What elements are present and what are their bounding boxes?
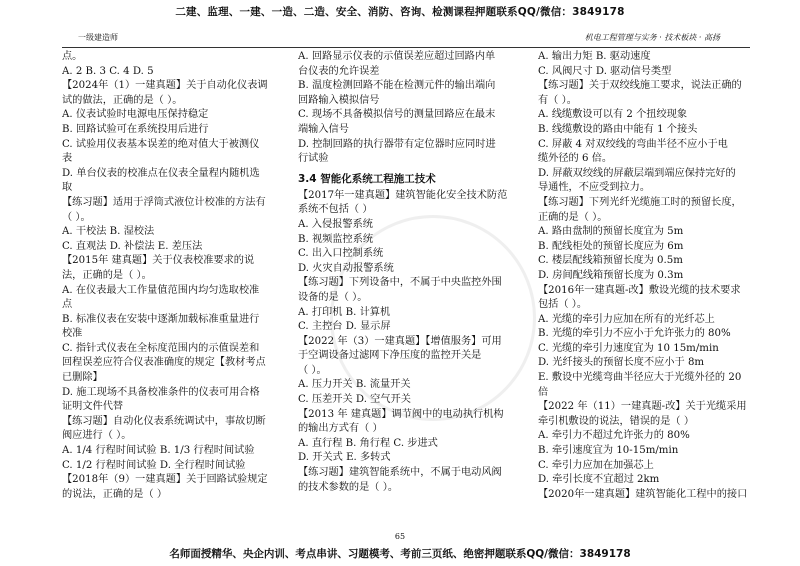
- column-left: [62, 50, 284, 528]
- text-line: A. 1/4 行程时间试验 B. 1/3 行程时间试验: [62, 445, 255, 457]
- text-line: C. 压差开关 D. 空气开关: [298, 394, 411, 406]
- top-banner: 二建、监理、一建、一造、二造、安全、消防、咨询、检测课程押题联系QQ/微信：3849178: [175, 6, 625, 18]
- text-line: 回程误差应符合仪表准确度的规定【教材考点: [62, 357, 266, 369]
- text-line: 系统不包括（ ）: [298, 204, 373, 216]
- text-line: 行试验: [298, 153, 329, 165]
- text-line: C. 1/2 行程时间试验 D. 全行程时间试验: [62, 459, 246, 471]
- text-line: C. 指针式仪表在全标度范围内的示值误差和: [62, 342, 260, 354]
- text-line: A. 打印机 B. 计算机: [298, 306, 391, 318]
- text-line: 【2018年（9）一建真题】关于回路试验规定: [62, 474, 268, 486]
- column-right: [538, 50, 752, 528]
- text-line: A. 线缆敷设可以有 2 个扭绞现象: [538, 109, 688, 121]
- text-line: D. 光纤接头的预留长度不应小于 8m: [538, 357, 705, 369]
- text-line: A. 直行程 B. 角行程 C. 步进式: [298, 437, 438, 449]
- text-line: 法，正确的是（ ）。: [62, 269, 152, 281]
- text-line: 证明文件代替: [62, 401, 124, 413]
- text-line: C. 试验用仪表基本误差的绝对值大于被测仪: [62, 138, 260, 150]
- text-line: D. 开关式 E. 多转式: [298, 452, 391, 464]
- page-number: 65: [394, 532, 406, 541]
- text-line: A. 压力开关 B. 流量开关: [298, 379, 411, 391]
- header-right: 机电工程管理与实务 · 技术板块 · 高扬: [584, 33, 720, 42]
- text-line: 已删除】: [62, 372, 103, 384]
- text-line: 取: [62, 182, 73, 194]
- text-line: 台仪表的允许误差: [298, 65, 380, 77]
- text-line: D. 屏蔽双绞线的屏蔽层端到端应保持完好的: [538, 167, 736, 179]
- text-line: B. 牵引速度宜为 10-15m/min: [538, 445, 679, 457]
- header-left: 一级建造师: [78, 33, 118, 42]
- text-line: 牵引机敷设的说法，错误的是（ ）: [538, 415, 695, 427]
- text-line: 【2022 年（11）一建真题-改】关于光缆采用: [538, 401, 747, 413]
- text-line: B. 配线柜处的预留长度应为 6m: [538, 240, 684, 252]
- text-line: B. 线缆敷设的路由中能有 1 个接头: [538, 123, 698, 135]
- text-line: C. 现场不具备模拟信号的测量回路应在最末: [298, 109, 496, 121]
- text-line: A. 干校法 B. 湿校法: [62, 226, 155, 238]
- text-line: 【2015年 建真题】关于仪表校准要求的说: [62, 255, 255, 267]
- header-rule: [62, 47, 750, 48]
- text-line: D. 房间配线箱预留长度为 0.3m: [538, 269, 684, 281]
- text-line: （ ）。: [62, 211, 91, 223]
- page-body: [62, 50, 752, 528]
- text-line: 点: [62, 299, 73, 311]
- text-line: 倍: [538, 386, 549, 398]
- text-line: D. 火灾自动报警系统: [298, 262, 394, 274]
- text-line: B. 标准仪表在安装中逐渐加载标准重量进行: [62, 313, 260, 325]
- text-line: D. 牵引长度不宜超过 2km: [538, 474, 660, 486]
- text-line: A. 光缆的牵引力应加在所有的光纤芯上: [538, 313, 715, 325]
- text-line: B. 回路试验可在系统投用后进行: [62, 123, 209, 135]
- text-line: A. 仪表试验时电源电压保持稳定: [62, 109, 209, 121]
- text-line: C. 光缆的牵引力速度宜为 10 15m/min: [538, 342, 719, 354]
- text-line: 缆外径的 6 倍。: [538, 153, 613, 165]
- text-line: 正确的是（ ）。: [538, 211, 608, 223]
- text-line: 的技术参数的是（ ）。: [298, 481, 399, 493]
- text-line: 试的做法，正确的是（ ）。: [62, 94, 183, 106]
- text-line: 校准: [62, 328, 83, 340]
- text-line: 【2017年一建真题】建筑智能化安全技术防范: [298, 189, 508, 201]
- text-line: 包括（ ）。: [538, 299, 588, 311]
- text-line: （ ）。: [298, 364, 327, 376]
- text-line: A. 在仪表最大工作量值范围内均匀选取校准: [62, 284, 260, 296]
- text-line: 设备的是（ ）。: [298, 291, 368, 303]
- text-line: D. 单台仪表的校准点在仪表全量程内随机选: [62, 167, 260, 179]
- text-line: C. 牵引力应加在加强芯上: [538, 459, 654, 471]
- text-line: 【2024年（1）一建真题】关于自动化仪表调: [62, 80, 268, 92]
- text-line: 【2016年一建真题-改】敷设光缆的技术要求: [538, 284, 741, 296]
- text-line: C. 风阀尺寸 D. 驱动信号类型: [538, 65, 672, 77]
- text-line: 端输入信号: [298, 123, 349, 135]
- text-line: 有（ ）。: [538, 94, 577, 106]
- text-line: 的说法，正确的是（ ）: [62, 488, 168, 500]
- text-line: 于空调设备过滤网下净压度的监控开关是: [298, 350, 482, 362]
- text-line: 的输出方式有（ ）: [298, 423, 383, 435]
- text-line: A. 回路显示仪表的示值误差应超过回路内单: [298, 51, 496, 62]
- text-line: C. 直观法 D. 补偿法 E. 差压法: [62, 240, 203, 252]
- text-line: B. 视频监控系统: [298, 233, 374, 245]
- text-line: A. 2 B. 3 C. 4 D. 5: [62, 65, 154, 77]
- text-line: 【练习题】下列光纤光缆施工时的预留长度，: [538, 196, 742, 208]
- text-line: A. 牵引力不超过允许张力的 80%: [538, 430, 690, 442]
- text-line: 【练习题】关于双绞线施工要求，说法正确的: [538, 80, 742, 92]
- text-line: 【2013 年 建真题】调节阀中的电动执行机构: [298, 408, 504, 420]
- text-line: 回路输入模拟信号: [298, 94, 380, 106]
- text-line: A. 入侵报警系统: [298, 218, 373, 230]
- text-line: E. 敷设中光缆弯曲半径应大于光缆外径的 20: [538, 372, 742, 384]
- text-line: C. 出入口控制系统: [298, 248, 384, 260]
- text-line: A. 输出力矩 B. 驱动速度: [538, 51, 651, 62]
- text-line: D. 施工现场不具备校准条件的仪表可用合格: [62, 386, 260, 398]
- text-line: 表: [62, 153, 73, 165]
- text-line: C. 屏蔽 4 对双绞线的弯曲半径不应小于电: [538, 138, 728, 150]
- text-line: 导通性，不应受到拉力。: [538, 182, 651, 194]
- text-line: 【练习题】下列设备中，不属于中央监控外围: [298, 277, 502, 289]
- text-line: 【2022 年（3）一建真题】【增值服务】可用: [298, 335, 502, 347]
- text-line: B. 温度检测回路不能在检测元件的输出端向: [298, 80, 496, 92]
- text-line: 【练习题】自动化仪表系统调试中，事故切断: [62, 415, 266, 427]
- text-line: C. 楼层配线箱预留长度为 0.5m: [538, 255, 683, 267]
- text-line: C. 主控台 D. 显示屏: [298, 321, 391, 333]
- text-line: B. 光缆的牵引力不应小于允许张力的 80%: [538, 328, 731, 340]
- column-middle: [298, 50, 524, 528]
- text-line: 阀应进行（ ）。: [62, 430, 132, 442]
- text-line: 【2020年一建真题】建筑智能化工程中的接口: [538, 488, 748, 500]
- text-line: A. 路由盘制的预留长度宜为 5m: [538, 226, 684, 238]
- text-line: 点。: [62, 51, 83, 62]
- text-line: 【练习题】适用于浮筒式液位计校准的方法有: [62, 196, 266, 208]
- text-line: 【练习题】建筑智能系统中，不属于电动风阀: [298, 467, 502, 479]
- bottom-banner: 名师面授精华、央企内训、考点串讲、习题模考、考前三页纸、绝密押题联系QQ/微信：3849178: [169, 548, 631, 560]
- section-heading: 3.4 智能化系统工程施工技术: [298, 172, 436, 185]
- text-line: D. 控制回路的执行器带有定位器时应同时进: [298, 138, 496, 150]
